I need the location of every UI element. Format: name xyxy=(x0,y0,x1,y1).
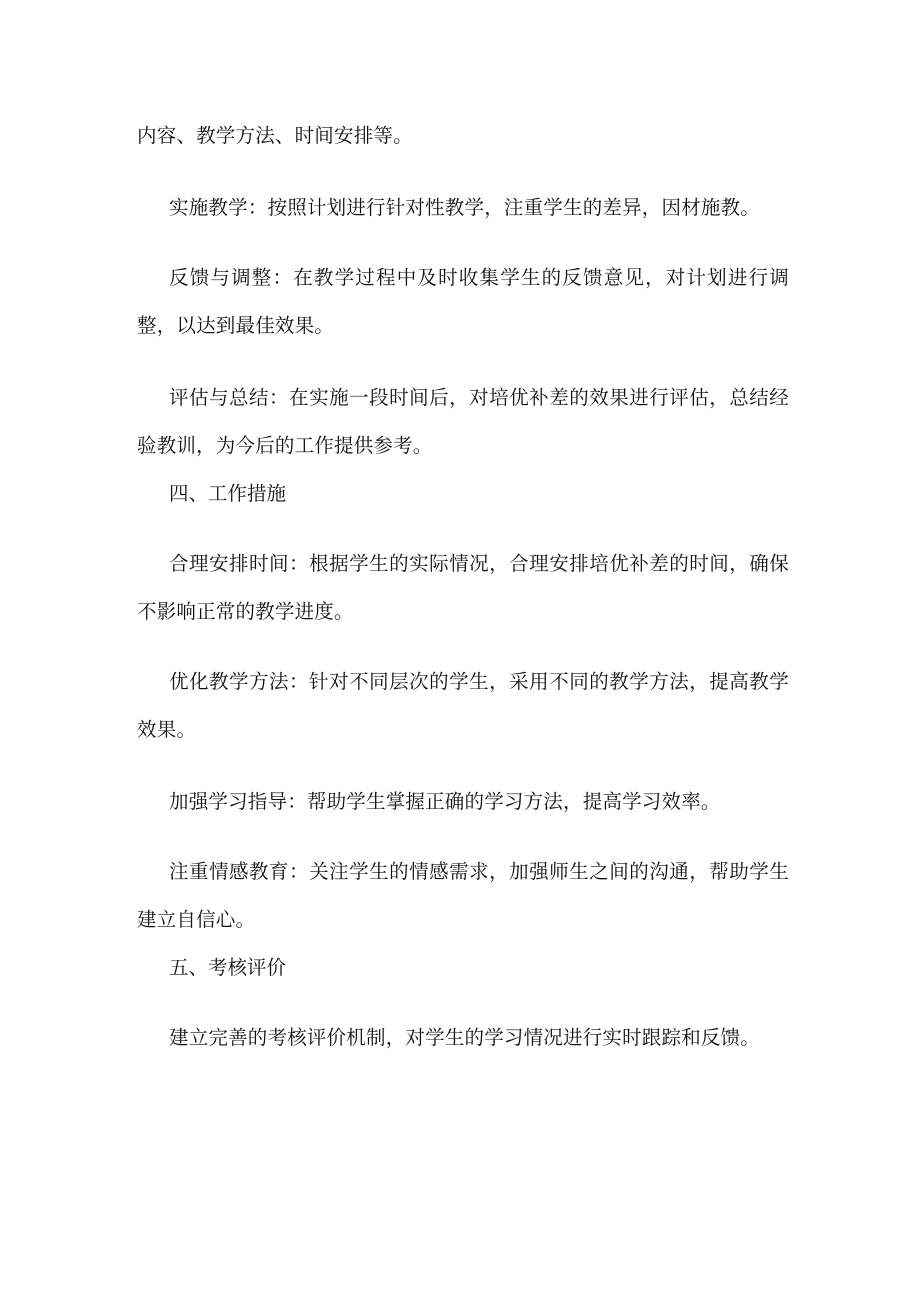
paragraph-implement-teaching: 实施教学：按照计划进行针对性教学，注重学生的差异，因材施教。 xyxy=(169,196,761,219)
paragraph-learning-guidance: 加强学习指导：帮助学生掌握正确的学习方法，提高学习效率。 xyxy=(169,790,721,813)
document-body xyxy=(137,112,789,1062)
paragraph-optimize-methods: 优化教学方法：针对不同层次的学生，采用不同的教学方法，提高教学效果。 xyxy=(137,670,789,741)
paragraph-emotional-education: 注重情感教育：关注学生的情感需求，加强师生之间的沟通，帮助学生建立自信心。 xyxy=(137,860,789,931)
paragraph-continuation: 内容、教学方法、时间安排等。 xyxy=(137,124,413,147)
section-heading-measures: 四、工作措施 xyxy=(169,482,287,505)
paragraph-arrange-time: 合理安排时间：根据学生的实际情况，合理安排培优补差的时间，确保不影响正常的教学进度。 xyxy=(137,552,789,623)
section-heading-assessment: 五、考核评价 xyxy=(169,956,287,979)
paragraph-assessment-mechanism: 建立完善的考核评价机制，对学生的学习情况进行实时跟踪和反馈。 xyxy=(169,1026,761,1049)
paragraph-feedback-adjust: 反馈与调整：在教学过程中及时收集学生的反馈意见，对计划进行调整，以达到最佳效果。 xyxy=(137,266,789,337)
paragraph-evaluate-summary: 评估与总结：在实施一段时间后，对培优补差的效果进行评估，总结经验教训，为今后的工作提供参考。 xyxy=(137,386,789,457)
